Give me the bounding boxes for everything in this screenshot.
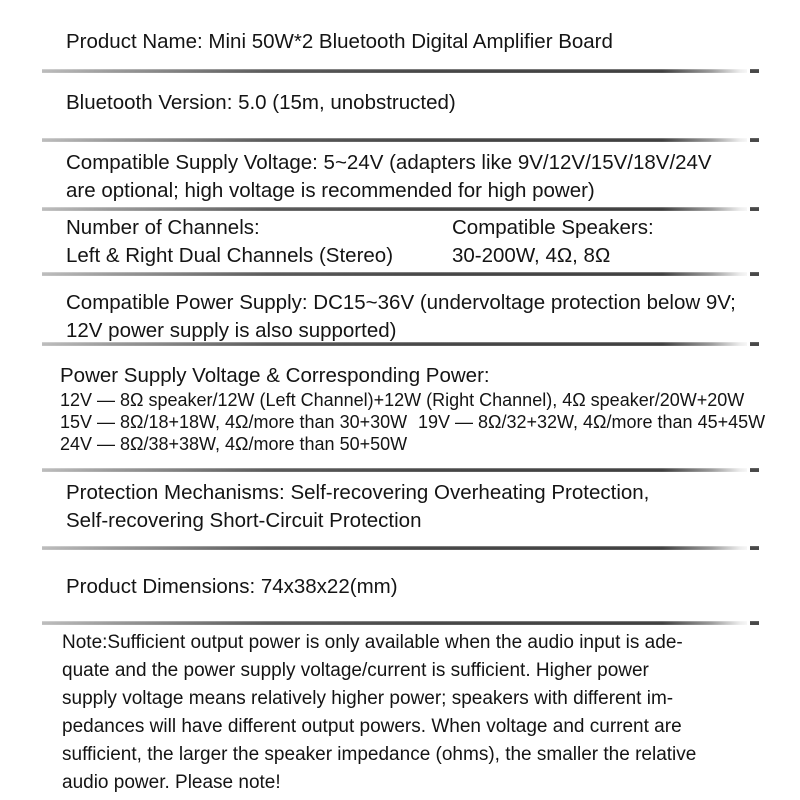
- supply-voltage-row: [66, 149, 712, 205]
- bluetooth-version-row: [66, 89, 456, 117]
- supply-voltage-line-2: are optional; high voltage is recommended for high power): [66, 179, 595, 202]
- power-supply-line-2: 12V power supply is also supported): [66, 319, 397, 342]
- power-supply-row: [66, 289, 736, 345]
- divider-line: [42, 468, 747, 472]
- divider: [42, 546, 759, 550]
- note-line-4: pedances will have different output powers. When voltage and current are: [62, 716, 682, 737]
- divider: [42, 138, 759, 142]
- divider-line: [42, 138, 747, 142]
- divider-line: [42, 272, 747, 276]
- speakers-label: Compatible Speakers:: [452, 216, 654, 239]
- voltage-power-line-12v: 12V — 8Ω speaker/12W (Left Channel)+12W (Right Channel), 4Ω speaker/20W+20W: [60, 390, 745, 410]
- divider-line: [42, 546, 747, 550]
- divider-dash: [750, 138, 759, 142]
- divider: [42, 272, 759, 276]
- supply-voltage-line-1: Compatible Supply Voltage: 5~24V (adapters like 9V/12V/15V/18V/24V: [66, 151, 712, 174]
- voltage-power-line-24v: 24V — 8Ω/38+38W, 4Ω/more than 50+50W: [60, 434, 408, 454]
- product-name-text: Product Name: Mini 50W*2 Bluetooth Digital Amplifier Board: [66, 30, 613, 53]
- voltage-power-19v-segment: 19V — 8Ω/32+32W, 4Ω/more than 45+45W: [418, 412, 766, 432]
- speakers-right-column: [452, 214, 654, 270]
- divider-dash: [750, 468, 759, 472]
- note-line-5: sufficient, the larger the speaker impedance (ohms), the smaller the relative: [62, 744, 697, 765]
- divider: [42, 207, 759, 211]
- divider: [42, 69, 759, 73]
- divider-line: [42, 621, 747, 625]
- voltage-power-row: [60, 363, 765, 455]
- note-line-3: supply voltage means relatively higher power; speakers with different im-: [62, 688, 674, 709]
- voltage-power-15v-segment: 15V — 8Ω/18+18W, 4Ω/more than 30+30W: [60, 412, 408, 432]
- product-name-row: [66, 28, 613, 56]
- note-line-2: quate and the power supply voltage/current is sufficient. Higher power: [62, 660, 649, 681]
- divider-line: [42, 207, 747, 211]
- note-row: [62, 629, 696, 797]
- note-line-1: Note:Sufficient output power is only available when the audio input is ade-: [62, 632, 683, 653]
- channels-value: Left & Right Dual Channels (Stereo): [66, 244, 394, 267]
- channels-label: Number of Channels:: [66, 216, 260, 239]
- protection-line-2: Self-recovering Short-Circuit Protection: [66, 509, 422, 532]
- divider-dash: [750, 342, 759, 346]
- channels-left-column: [66, 214, 393, 270]
- power-supply-line-1: Compatible Power Supply: DC15~36V (undervoltage protection below 9V;: [66, 291, 736, 314]
- bluetooth-version-text: Bluetooth Version: 5.0 (15m, unobstructed): [66, 91, 456, 114]
- voltage-power-heading: Power Supply Voltage & Corresponding Power:: [60, 364, 490, 387]
- speakers-value: 30-200W, 4Ω, 8Ω: [452, 244, 611, 267]
- divider-dash: [750, 69, 759, 73]
- divider: [42, 342, 759, 346]
- divider-dash: [750, 621, 759, 625]
- dimensions-row: [66, 573, 398, 601]
- divider-dash: [750, 207, 759, 211]
- protection-row: [66, 479, 649, 535]
- protection-line-1: Protection Mechanisms: Self-recovering Overheating Protection,: [66, 481, 650, 504]
- dimensions-text: Product Dimensions: 74x38x22(mm): [66, 575, 398, 598]
- voltage-power-line-15v-19v: [60, 411, 765, 433]
- divider-dash: [750, 272, 759, 276]
- divider: [42, 468, 759, 472]
- divider-dash: [750, 546, 759, 550]
- divider-line: [42, 342, 747, 346]
- divider-line: [42, 69, 747, 73]
- note-line-6: audio power. Please note!: [62, 772, 281, 793]
- divider: [42, 621, 759, 625]
